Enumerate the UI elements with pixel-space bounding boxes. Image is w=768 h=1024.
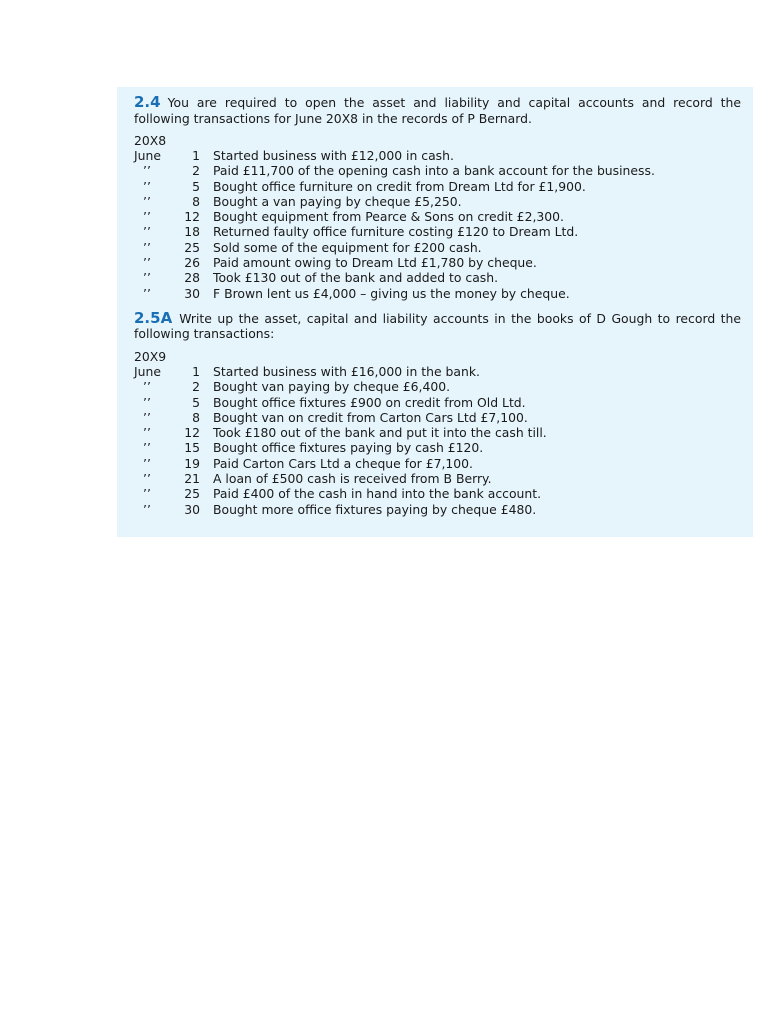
transaction-row	[134, 425, 741, 440]
transaction-row	[134, 270, 741, 285]
transaction-row	[134, 502, 741, 517]
transaction-row	[134, 163, 741, 178]
month-cell: ’’	[143, 285, 151, 301]
month-cell: ’’	[143, 163, 151, 179]
transaction-row	[134, 471, 741, 486]
day-cell: 26	[184, 255, 200, 271]
description-cell: Bought office furniture on credit from Dream Ltd for £1,900.	[213, 178, 586, 194]
day-cell: 12	[184, 425, 200, 441]
description-cell: Sold some of the equipment for £200 cash.	[213, 239, 482, 255]
description-cell: Bought more office fixtures paying by cheque £480.	[213, 501, 537, 517]
description-cell: Returned faulty office furniture costing £120 to Dream Ltd.	[213, 224, 579, 240]
month-cell: ’’	[143, 193, 151, 209]
day-cell: 2	[192, 379, 200, 395]
description-cell: Bought office fixtures £900 on credit from Old Ltd.	[213, 394, 526, 410]
month-cell: ’’	[143, 379, 151, 395]
transaction-row	[134, 395, 741, 410]
description-cell: F Brown lent us £4,000 – giving us the money by cheque.	[213, 285, 570, 301]
month-cell: ’’	[143, 255, 151, 271]
description-cell: Paid £400 of the cash in hand into the bank account.	[213, 486, 542, 502]
month-cell: ’’	[143, 209, 151, 225]
year-label: 20X8	[134, 133, 167, 148]
day-cell: 25	[184, 239, 200, 255]
question-heading	[134, 95, 741, 126]
transaction-row	[134, 456, 741, 471]
day-cell: 25	[184, 486, 200, 502]
month-cell: ’’	[143, 224, 151, 240]
description-cell: Bought office fixtures paying by cash £120.	[213, 440, 484, 456]
transaction-row	[134, 440, 741, 455]
exercise-panel	[117, 87, 753, 537]
description-cell: Bought van paying by cheque £6,400.	[213, 379, 451, 395]
month-cell: ’’	[143, 486, 151, 502]
transaction-row	[134, 224, 741, 239]
transaction-list	[134, 364, 741, 517]
day-cell: 12	[184, 209, 200, 225]
month-cell: ’’	[143, 455, 151, 471]
month-cell: ’’	[143, 501, 151, 517]
transaction-row	[134, 486, 741, 501]
transaction-row	[134, 286, 741, 301]
question-2-4	[134, 95, 741, 301]
day-cell: 5	[192, 178, 200, 194]
description-cell: Started business with £12,000 in cash.	[213, 148, 454, 163]
day-cell: 21	[184, 471, 200, 487]
day-cell: 2	[192, 163, 200, 179]
question-intro: You are required to open the asset and liability and capital accounts and record the following transactions for June 20X8 in the records of P Bernard.	[134, 95, 741, 126]
question-intro: Write up the asset, capital and liability accounts in the books of D Gough to record the following transactions:	[134, 310, 741, 342]
day-cell: 5	[192, 394, 200, 410]
transaction-row	[134, 179, 741, 194]
day-cell: 8	[192, 193, 200, 209]
transaction-list	[134, 148, 741, 301]
description-cell: Took £130 out of the bank and added to cash.	[213, 270, 499, 286]
month-cell: ’’	[143, 425, 151, 441]
description-cell: Bought van on credit from Carton Cars Ltd £7,100.	[213, 409, 528, 425]
month-cell: ’’	[143, 239, 151, 255]
day-cell: 28	[184, 270, 200, 286]
description-cell: Started business with £16,000 in the bank.	[213, 363, 480, 379]
month-cell: ’’	[143, 394, 151, 410]
day-cell: 30	[184, 285, 200, 301]
description-cell: Bought equipment from Pearce & Sons on credit £2,300.	[213, 209, 564, 225]
month-cell: ’’	[143, 409, 151, 425]
day-cell: 18	[184, 224, 200, 240]
month-cell: June	[134, 363, 161, 379]
month-cell: ’’	[143, 471, 151, 487]
month-cell: ’’	[143, 178, 151, 194]
transaction-row	[134, 148, 741, 163]
description-cell: Bought a van paying by cheque £5,250.	[213, 193, 462, 209]
description-cell: Paid Carton Cars Ltd a cheque for £7,100.	[213, 455, 473, 471]
description-cell: Paid £11,700 of the opening cash into a bank account for the business.	[213, 163, 655, 179]
day-cell: 30	[184, 501, 200, 517]
transaction-row	[134, 364, 741, 379]
transaction-row	[134, 255, 741, 270]
description-cell: A loan of £500 cash is received from B Berry.	[213, 471, 492, 487]
month-cell: ’’	[143, 440, 151, 456]
transaction-row	[134, 194, 741, 209]
transaction-row	[134, 240, 741, 255]
day-cell: 15	[184, 440, 200, 456]
day-cell: 8	[192, 409, 200, 425]
month-cell: ’’	[143, 270, 151, 286]
day-cell: 19	[184, 455, 200, 471]
description-cell: Took £180 out of the bank and put it into the cash till.	[213, 425, 547, 441]
transaction-row	[134, 410, 741, 425]
question-heading	[134, 308, 741, 342]
description-cell: Paid amount owing to Dream Ltd £1,780 by cheque.	[213, 255, 537, 271]
transaction-row	[134, 379, 741, 394]
month-cell: June	[134, 148, 161, 163]
day-cell: 1	[192, 363, 200, 379]
question-2-5a	[134, 308, 741, 517]
question-number: 2.5A	[134, 308, 173, 327]
question-number: 2.4	[134, 93, 161, 111]
day-cell: 1	[192, 148, 200, 163]
transaction-row	[134, 209, 741, 224]
year-label: 20X9	[134, 348, 167, 364]
